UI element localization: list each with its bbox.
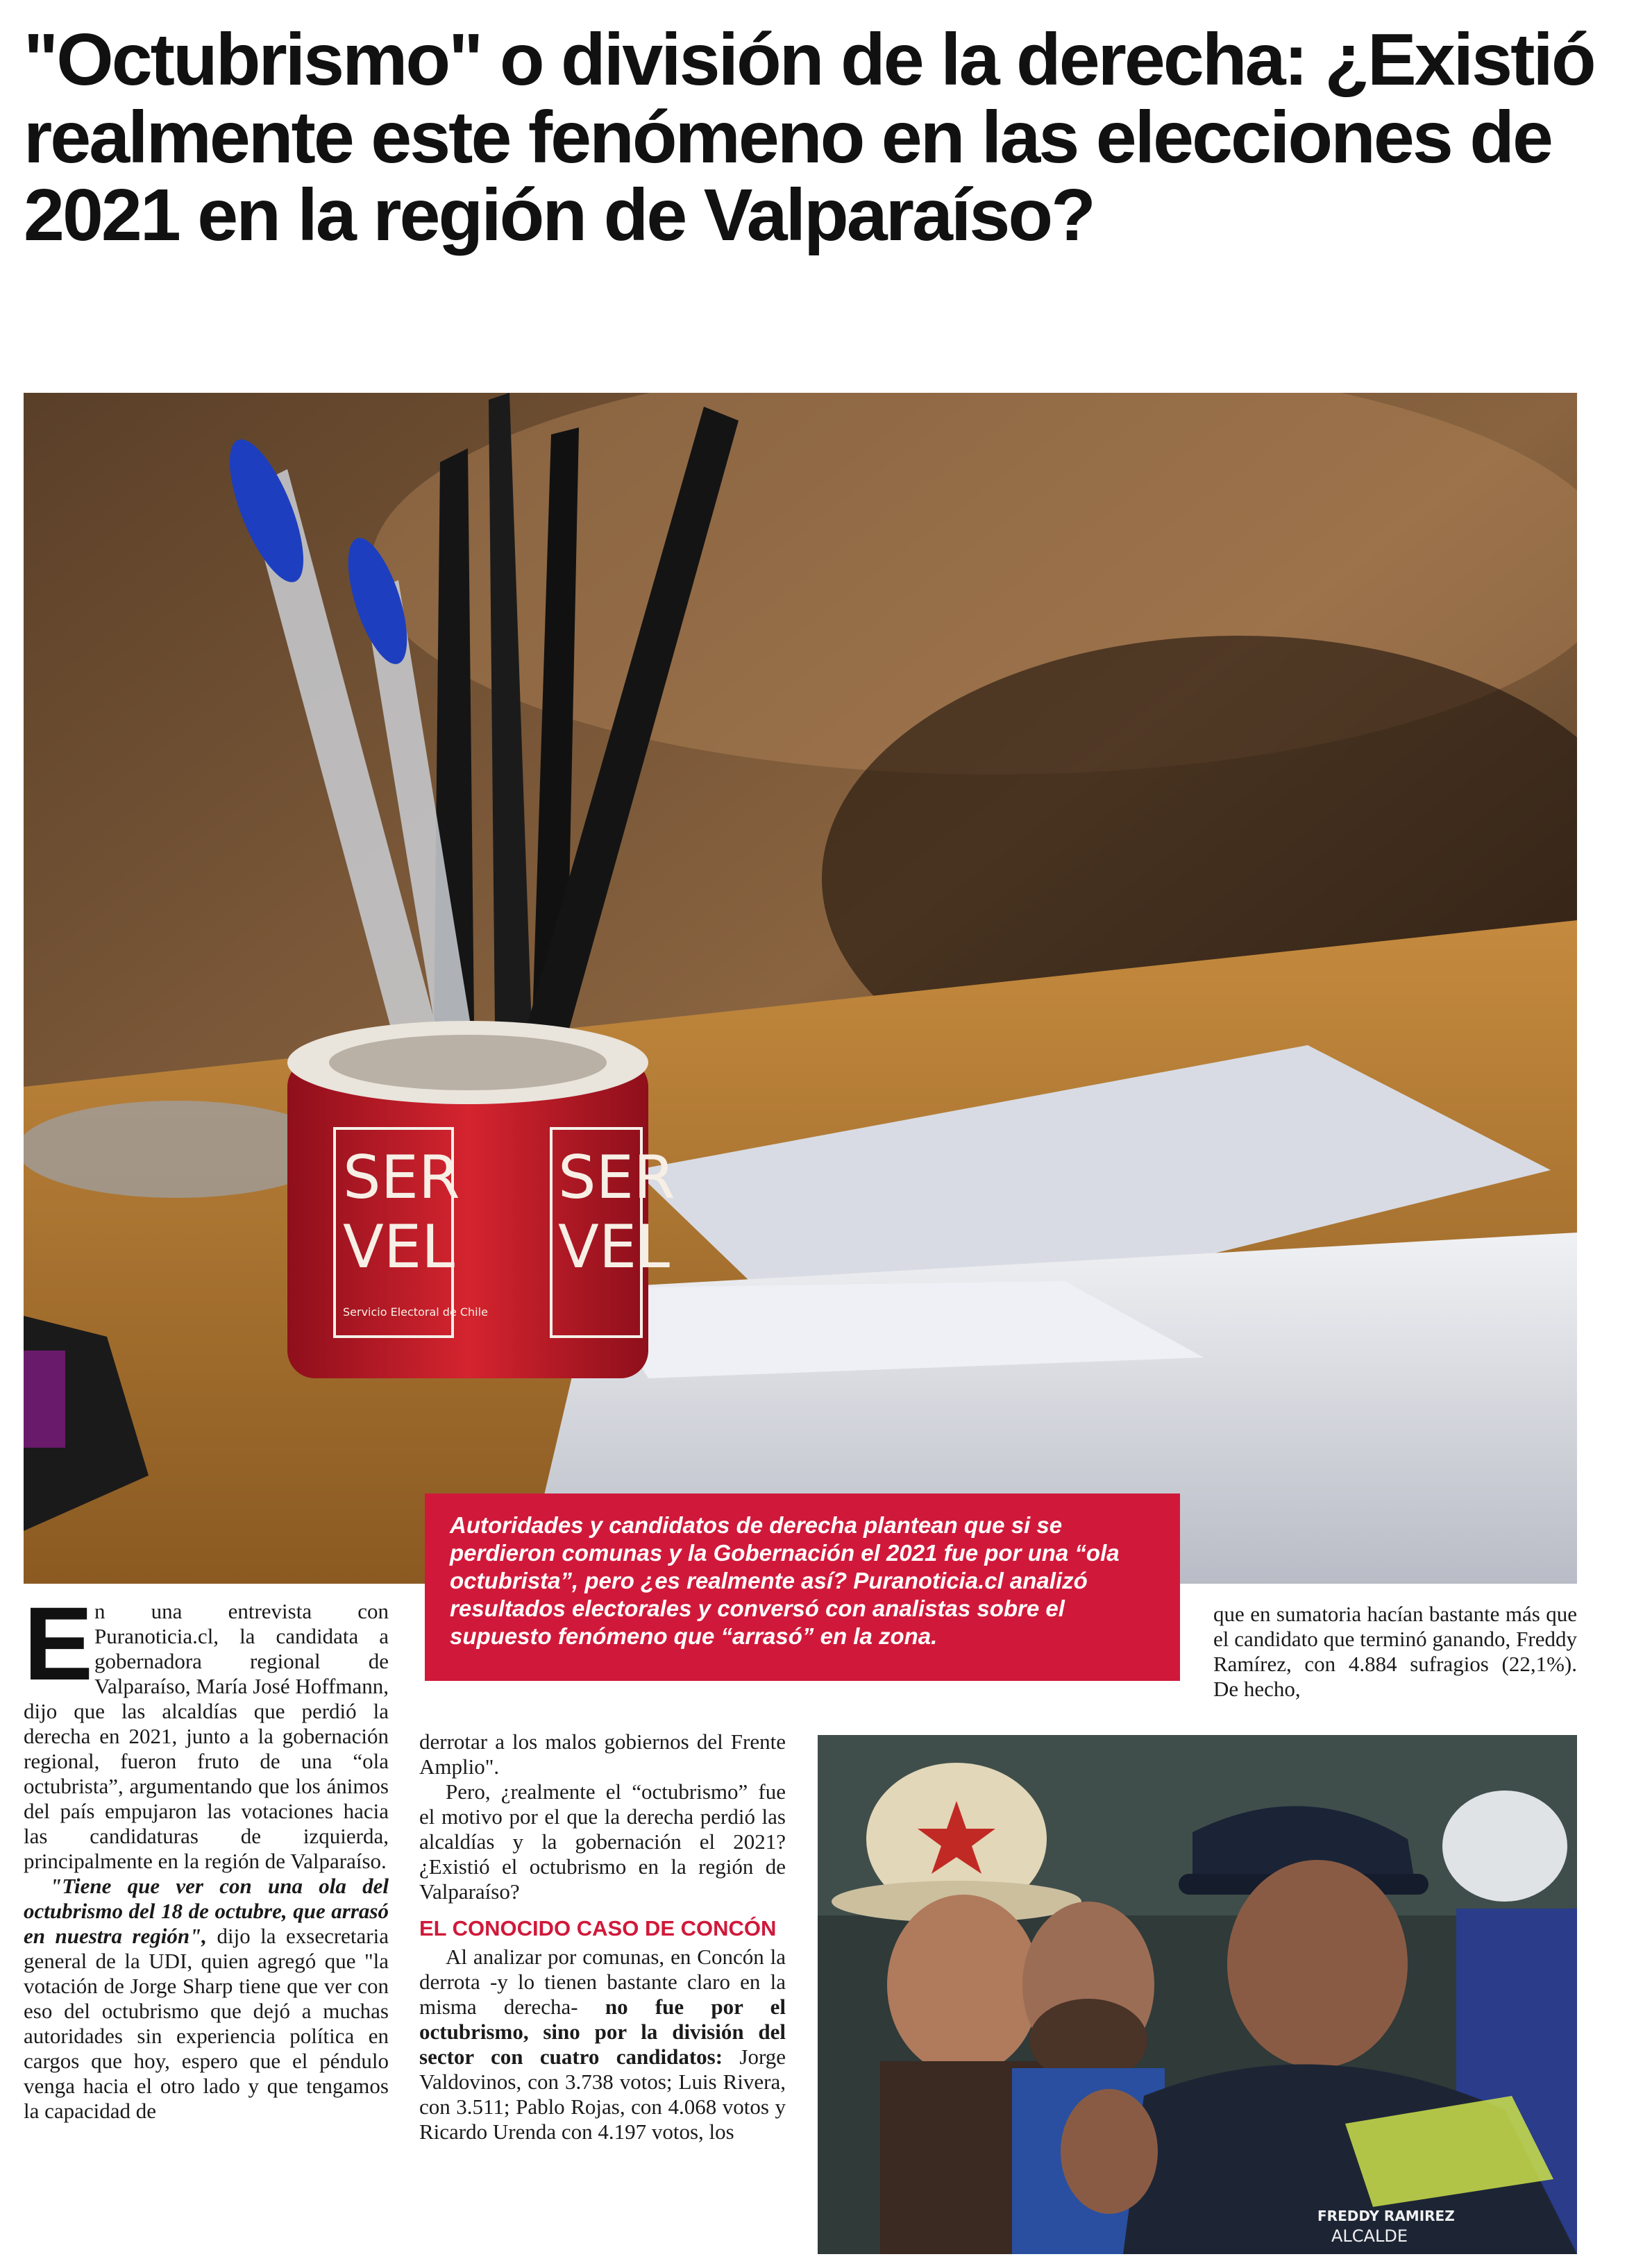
quote-text: "Tiene que ver con una ola del octubrismo del 18 de octubre, que arrasó en nuestra región", [24,1874,389,1948]
paragraph-question: Pero, ¿realmente el “octubrismo” fue el motivo por el que la derecha perdió las alcaldías y la gobernación el 2021? ¿Existió el octubrismo en la región de Valparaíso? [419,1779,786,1904]
quote-continuation: dijo la exsecretaria general de la UDI, quien agregó que "la votación de Jorge Sharp tiene que ver con eso del octubrismo que dejó a muchas autoridades sin experiencia política en cargos que hoy, espero que el péndulo venga hacia el otro lado y que tengamos la capacidad de [24,1924,389,2123]
servel-label-2: VEL [343,1212,455,1282]
paragraph-quote [24,1874,389,2124]
article-column-3 [1213,1602,1577,1702]
photo-caption: Autoridades y candidatos de derecha plantean que si se perdieron comunas y la Gobernación el 2021 fue por una “ola octubrista”, pero ¿es realmente así? Puranoticia.cl analizó resultados electorales y conversó con analistas sobre el supuesto fenómeno que “arrasó” en la zona. [425,1493,1180,1681]
second-photo [818,1735,1577,2254]
servel-small-label: Servicio Electoral de Chile [343,1305,488,1319]
jacket-title: ALCALDE [1331,2226,1408,2246]
concon-text-c: Jorge Valdovinos, con 3.738 votos; Luis Rivera, con 3.511; Pablo Rojas, con 4.068 votos y Ricardo Urenda con 4.197 votos, los [419,2045,786,2144]
article-column-1 [24,1585,389,2124]
servel-label-1: SER [343,1143,460,1212]
article-column-2 [419,1729,786,2144]
headline: "Octubrismo" o división de la derecha: ¿Existió realmente este fenómeno en las elecciones de 2021 en la región de Valparaíso? [24,19,1594,256]
second-photo-illustration [818,1735,1577,2254]
servel-label-4: VEL [558,1212,671,1282]
paragraph-sum: que en sumatoria hacían bastante más que el candidato que terminó ganando, Freddy Ramírez, con 4.884 sufragios (22,1%). De hecho, [1213,1602,1577,1701]
paragraph-intro: n una entrevista con Puranoticia.cl, la candidata a gobernadora regional de Valparaíso, María José Hoffmann, dijo que las alcaldías que perdió la derecha en 2021, junto a la gobernación regional, fueron fruto de una “ola octubrista”, argumentando que los ánimos del país empujaron las votaciones hacia las candidaturas de izquierda, principalmente en la región de Valparaíso. [24,1599,389,1873]
drop-cap: E [24,1585,94,1702]
paragraph-concon [419,1945,786,2144]
servel-label-3: SER [558,1143,675,1212]
section-subhead: EL CONOCIDO CASO DE CONCÓN [419,1916,777,1940]
concon-text-bold: no fue por el octubrismo, sino por la división del sector con cuatro candidatos: [419,1995,786,2069]
main-photo [24,393,1577,1584]
paragraph-continuation: derrotar a los malos gobiernos del Frente Amplio". [419,1729,786,1779]
concon-text-a: Al analizar por comunas, en Concón la derrota -y lo tienen bastante claro en la misma derecha- [419,1945,786,2019]
main-photo-illustration [24,393,1577,1584]
jacket-name: FREDDY RAMIREZ [1317,2208,1455,2224]
